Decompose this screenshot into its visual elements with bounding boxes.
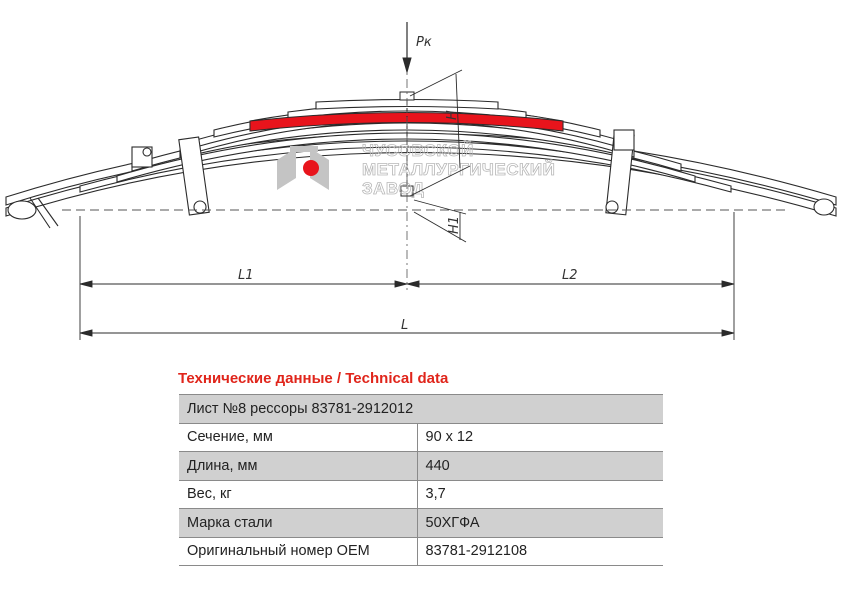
row-label: Вес, кг bbox=[179, 480, 417, 509]
height-label: H bbox=[445, 110, 460, 120]
row-value: 83781-2912108 bbox=[417, 537, 663, 566]
tech-data-title: Технические данные / Technical data bbox=[178, 370, 449, 387]
watermark-line-3: ЗАВОД bbox=[362, 179, 425, 198]
left-spring-eye bbox=[8, 201, 36, 219]
row-label: Оригинальный номер OEM bbox=[179, 537, 417, 566]
tech-data-table bbox=[179, 394, 663, 566]
row-label: Длина, мм bbox=[179, 452, 417, 481]
row-value: 3,7 bbox=[417, 480, 663, 509]
table-row bbox=[179, 452, 663, 481]
table-row bbox=[179, 423, 663, 452]
watermark-line-2: МЕТАЛЛУРГИЧЕСКИЙ bbox=[362, 160, 556, 179]
table-row bbox=[179, 509, 663, 538]
table-header-row bbox=[179, 395, 663, 424]
table-row bbox=[179, 537, 663, 566]
length-label: L bbox=[401, 318, 409, 333]
row-value: 440 bbox=[417, 452, 663, 481]
table-row bbox=[179, 480, 663, 509]
table-header-cell: Лист №8 рессоры 83781-2912012 bbox=[179, 395, 663, 424]
row-value: 90 x 12 bbox=[417, 423, 663, 452]
force-label: Рк bbox=[416, 35, 432, 50]
row-label: Сечение, мм bbox=[179, 423, 417, 452]
force-arrow bbox=[403, 22, 411, 72]
watermark-line-1: ЧУСОВСКОЙ bbox=[362, 141, 474, 160]
row-value: 50ХГФА bbox=[417, 509, 663, 538]
length2-label: L2 bbox=[562, 268, 578, 283]
length1-label: L1 bbox=[238, 268, 254, 283]
row-label: Марка стали bbox=[179, 509, 417, 538]
right-spring-eye bbox=[814, 199, 834, 215]
height1-label: H1 bbox=[447, 215, 462, 234]
